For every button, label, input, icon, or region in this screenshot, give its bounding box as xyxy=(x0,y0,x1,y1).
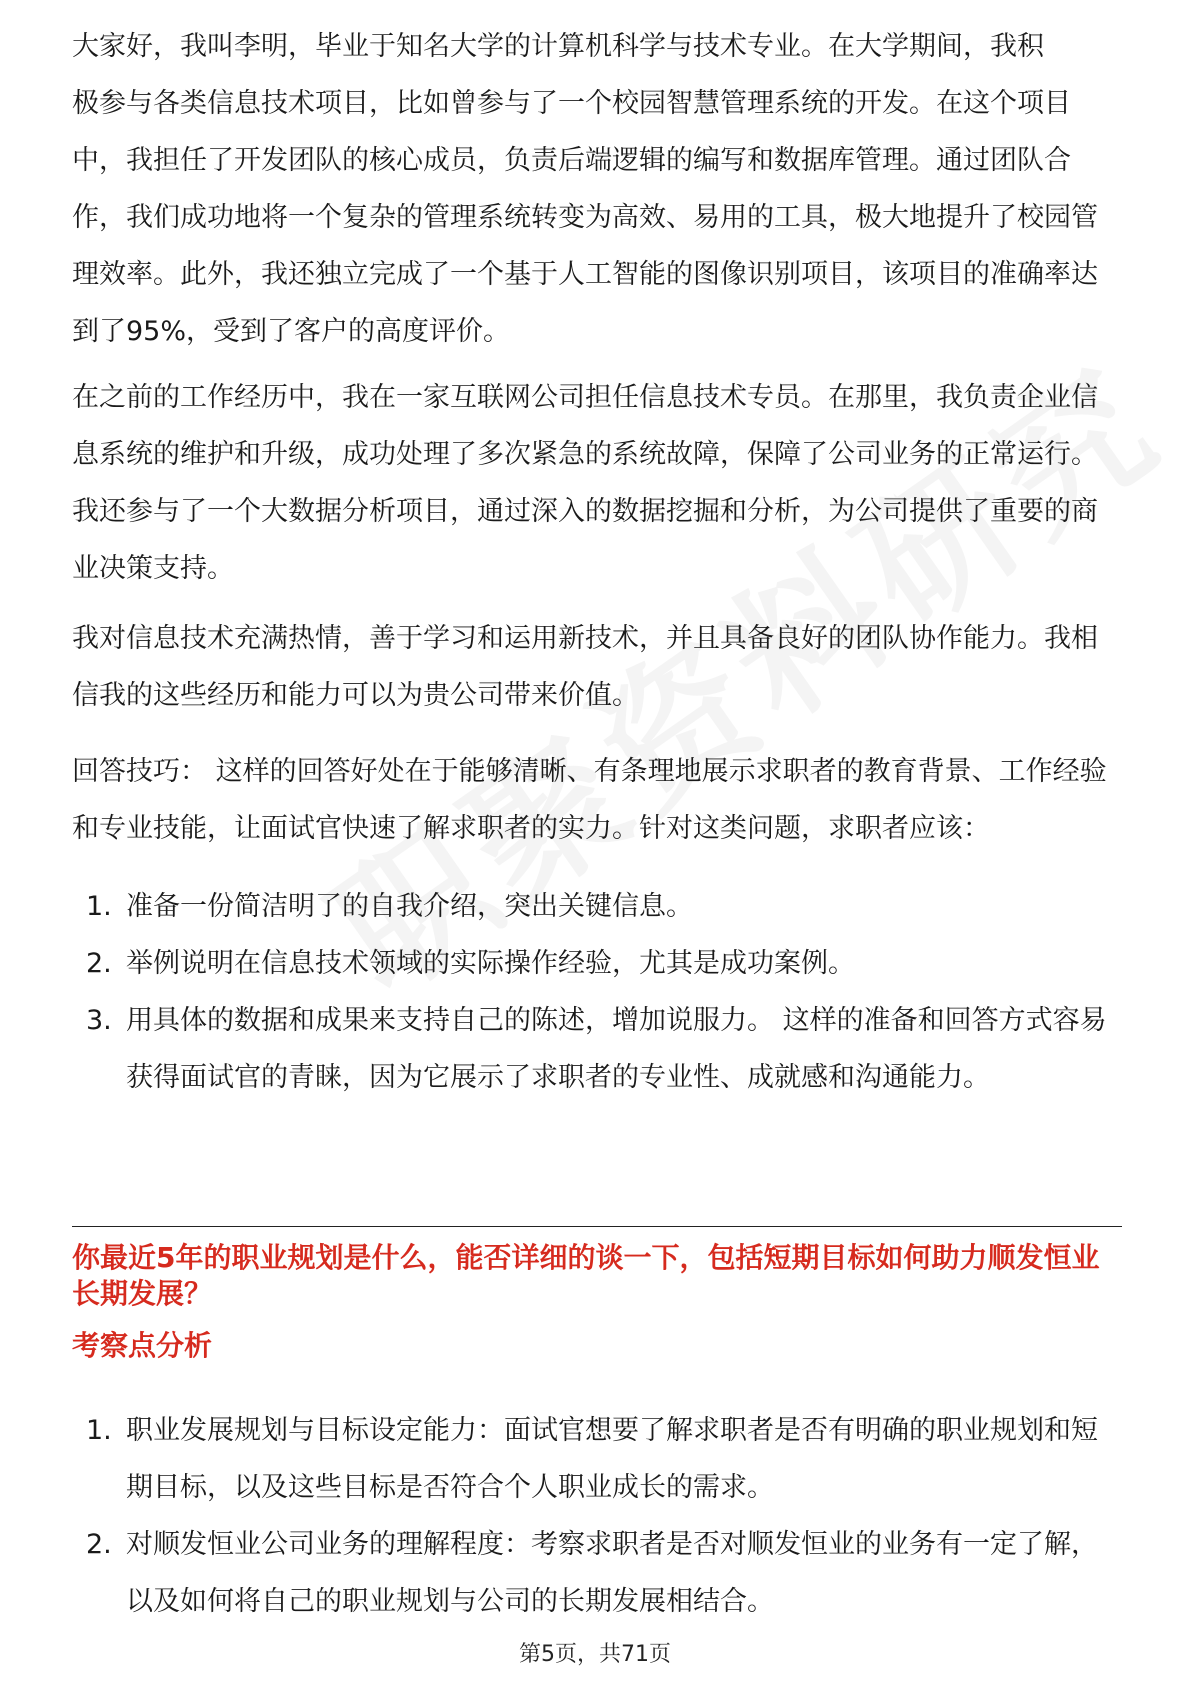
list-number: 2. xyxy=(86,1529,112,1560)
list-text: 用具体的数据和成果来支持自己的陈述，增加说服力。 这样的准备和回答方式容易获得面试官的青睐，因为它展示了求职者的专业性、成就感和沟通能力。 xyxy=(126,1005,1107,1093)
list-text: 准备一份简洁明了的自我介绍，突出关键信息。 xyxy=(126,891,693,922)
tips-list xyxy=(72,878,1122,1106)
document-page xyxy=(72,0,1122,1684)
interview-question: 你最近5年的职业规划是什么，能否详细的谈一下，包括短期目标如何助力顺发恒业长期发展？ xyxy=(72,1241,1100,1310)
list-text: 职业发展规划与目标设定能力：面试官想要了解求职者是否有明确的职业规划和短期目标，以及这些目标是否符合个人职业成长的需求。 xyxy=(126,1415,1098,1503)
list-item xyxy=(72,992,1122,1106)
list-item xyxy=(72,1516,1122,1630)
list-item xyxy=(72,878,1122,935)
list-number: 3. xyxy=(86,1005,112,1036)
list-item xyxy=(72,935,1122,992)
analysis-heading: 考察点分析 xyxy=(72,1329,213,1362)
clipped-paragraph: 大家好，我叫李明，毕业于知名大学的计算机科学与技术专业。在大学期间，我积 xyxy=(72,31,1044,62)
list-number: 1. xyxy=(86,891,112,922)
list-text: 举例说明在信息技术领域的实际操作经验，尤其是成功案例。 xyxy=(126,948,855,979)
summary-paragraph: 我对信息技术充满热情，善于学习和运用新技术，并且具备良好的团队协作能力。我相信我的这些经历和能力可以为贵公司带来价值。 xyxy=(72,623,1098,711)
page-footer: 第5页，共71页 xyxy=(519,1642,671,1667)
list-text: 对顺发恒业公司业务的理解程度：考察求职者是否对顺发恒业的业务有一定了解，以及如何将自己的职业规划与公司的长期发展相结合。 xyxy=(126,1529,1098,1617)
list-item xyxy=(72,1402,1122,1516)
work-experience-paragraph: 在之前的工作经历中，我在一家互联网公司担任信息技术专员。在那里，我负责企业信息系统的维护和升级，成功处理了多次紧急的系统故障，保障了公司业务的正常运行。我还参与了一个大数据分析项目，通过深入的数据挖掘和分析，为公司提供了重要的商业决策支持。 xyxy=(72,382,1098,584)
list-number: 2. xyxy=(86,948,112,979)
answer-tips-paragraph: 回答技巧： 这样的回答好处在于能够清晰、有条理地展示求职者的教育背景、工作经验和专业技能，让面试官快速了解求职者的实力。针对这类问题，求职者应该： xyxy=(72,756,1107,844)
education-paragraph: 极参与各类信息技术项目，比如曾参与了一个校园智慧管理系统的开发。在这个项目中，我担任了开发团队的核心成员，负责后端逻辑的编写和数据库管理。通过团队合作，我们成功地将一个复杂的管理系统转变为高效、易用的工具，极大地提升了校园管理效率。此外，我还独立完成了一个基于人工智能的图像识别项目，该项目的准确率达到了95%，受到了客户的高度评价。 xyxy=(72,88,1098,347)
list-number: 1. xyxy=(86,1415,112,1446)
analysis-list xyxy=(72,1402,1122,1630)
section-divider xyxy=(72,1226,1122,1227)
clipped-top-line xyxy=(72,0,1122,78)
